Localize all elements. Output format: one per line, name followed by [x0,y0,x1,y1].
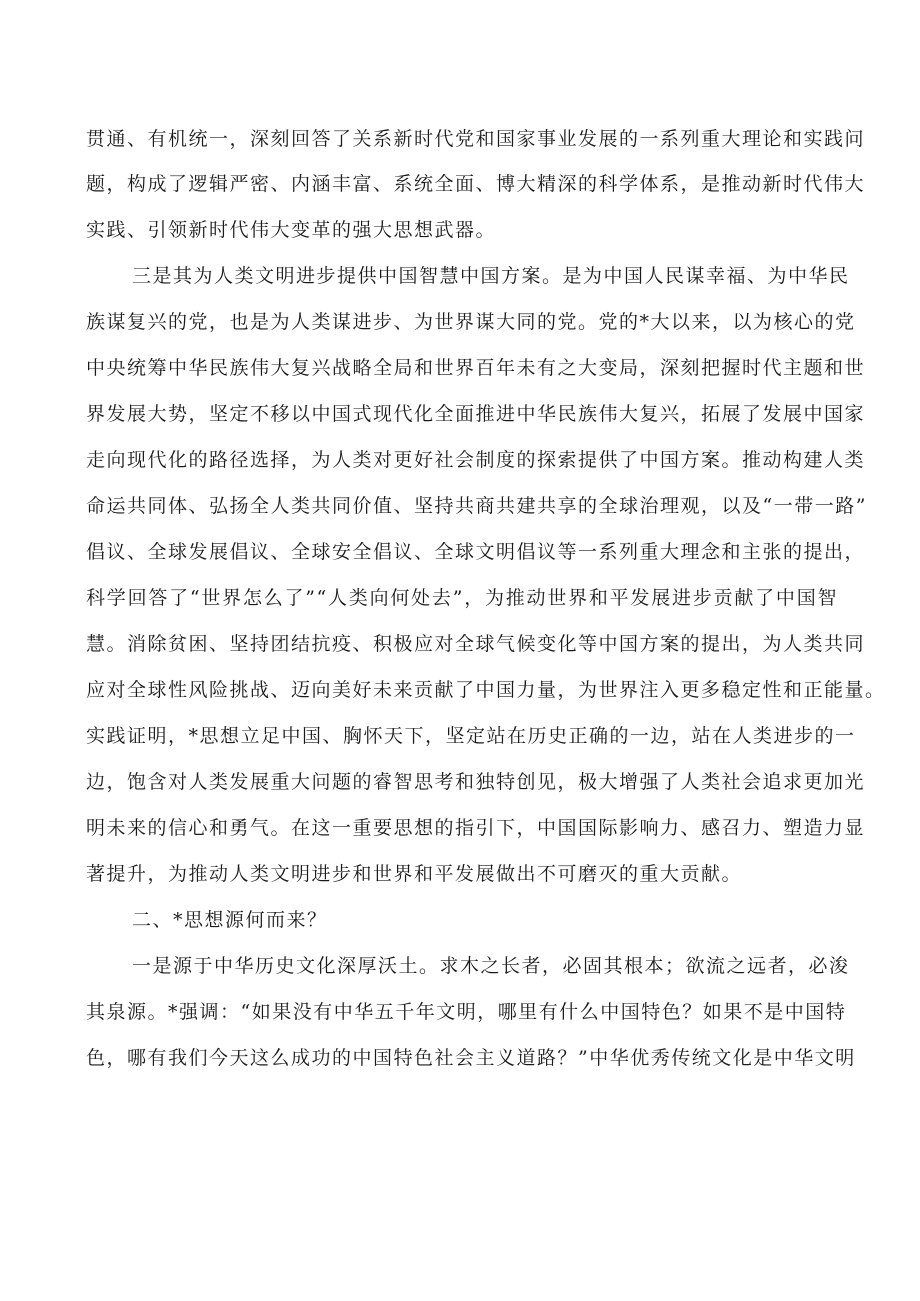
text-line: 倡议、全球发展倡议、全球安全倡议、全球文明倡议等一系列重大理念和主张的提出， [86,541,866,563]
text-line: 著提升，为推动人类文明进步和世界和平发展做出不可磨灭的重大贡献。 [86,863,743,885]
text-line: 题，构成了逻辑严密、内涵丰富、系统全面、博大精深的科学体系，是推动新时代伟大 [86,173,866,195]
text-line: 命运共同体、弘扬全人类共同价值、坚持共商共建共享的全球治理观，以及“一带一路” [86,495,867,517]
text-line: 色，哪有我们今天这么成功的中国特色社会主义道路？”中华优秀传统文化是中华文明 [86,1047,856,1069]
text-line: 明未来的信心和勇气。在这一重要思想的指引下，中国国际影响力、感召力、塑造力显 [86,817,866,839]
text-line: 界发展大势，坚定不移以中国式现代化全面推进中华民族伟大复兴，拓展了发展中国家 [86,403,866,425]
text-line: 族谋复兴的党，也是为人类谋进步、为世界谋大同的党。党的*大以来，以为核心的党 [86,311,856,333]
text-line: 应对全球性风险挑战、迈向美好未来贡献了中国力量，为世界注入更多稳定性和正能量。 [86,679,886,701]
text-line: 科学回答了“世界怎么了”“人类向何处去”，为推动世界和平发展进步贡献了中国智 [86,587,838,609]
text-line: 贯通、有机统一，深刻回答了关系新时代党和国家事业发展的一系列重大理论和实践问 [86,128,866,150]
text-line: 中央统筹中华民族伟大复兴战略全局和世界百年未有之大变局，深刻把握时代主题和世 [86,357,866,379]
text-line: 实践、引领新时代伟大变革的强大思想武器。 [86,219,497,241]
text-line: 实践证明，*思想立足中国、胸怀天下，坚定站在历史正确的一边，站在人类进步的一 [86,725,856,747]
text-line: 其泉源。*强调：“如果没有中华五千年文明，哪里有什么中国特色？如果不是中国特 [86,1001,847,1023]
text-line: 走向现代化的路径选择，为人类对更好社会制度的探索提供了中国方案。推动构建人类 [86,449,866,471]
text-line: 慧。消除贫困、坚持团结抗疫、积极应对全球气候变化等中国方案的提出，为人类共同 [86,633,866,655]
paragraph-first-line: 一是源于中华历史文化深厚沃土。求木之长者，必固其根本；欲流之远者，必浚 [132,955,850,977]
paragraph-first-line: 三是其为人类文明进步提供中国智慧中国方案。是为中国人民谋幸福、为中华民 [132,265,850,287]
text-line: 边，饱含对人类发展重大问题的睿智思考和独特创见，极大增强了人类社会追求更加光 [86,771,866,793]
section-heading: 二、*思想源何而来？ [132,909,328,931]
